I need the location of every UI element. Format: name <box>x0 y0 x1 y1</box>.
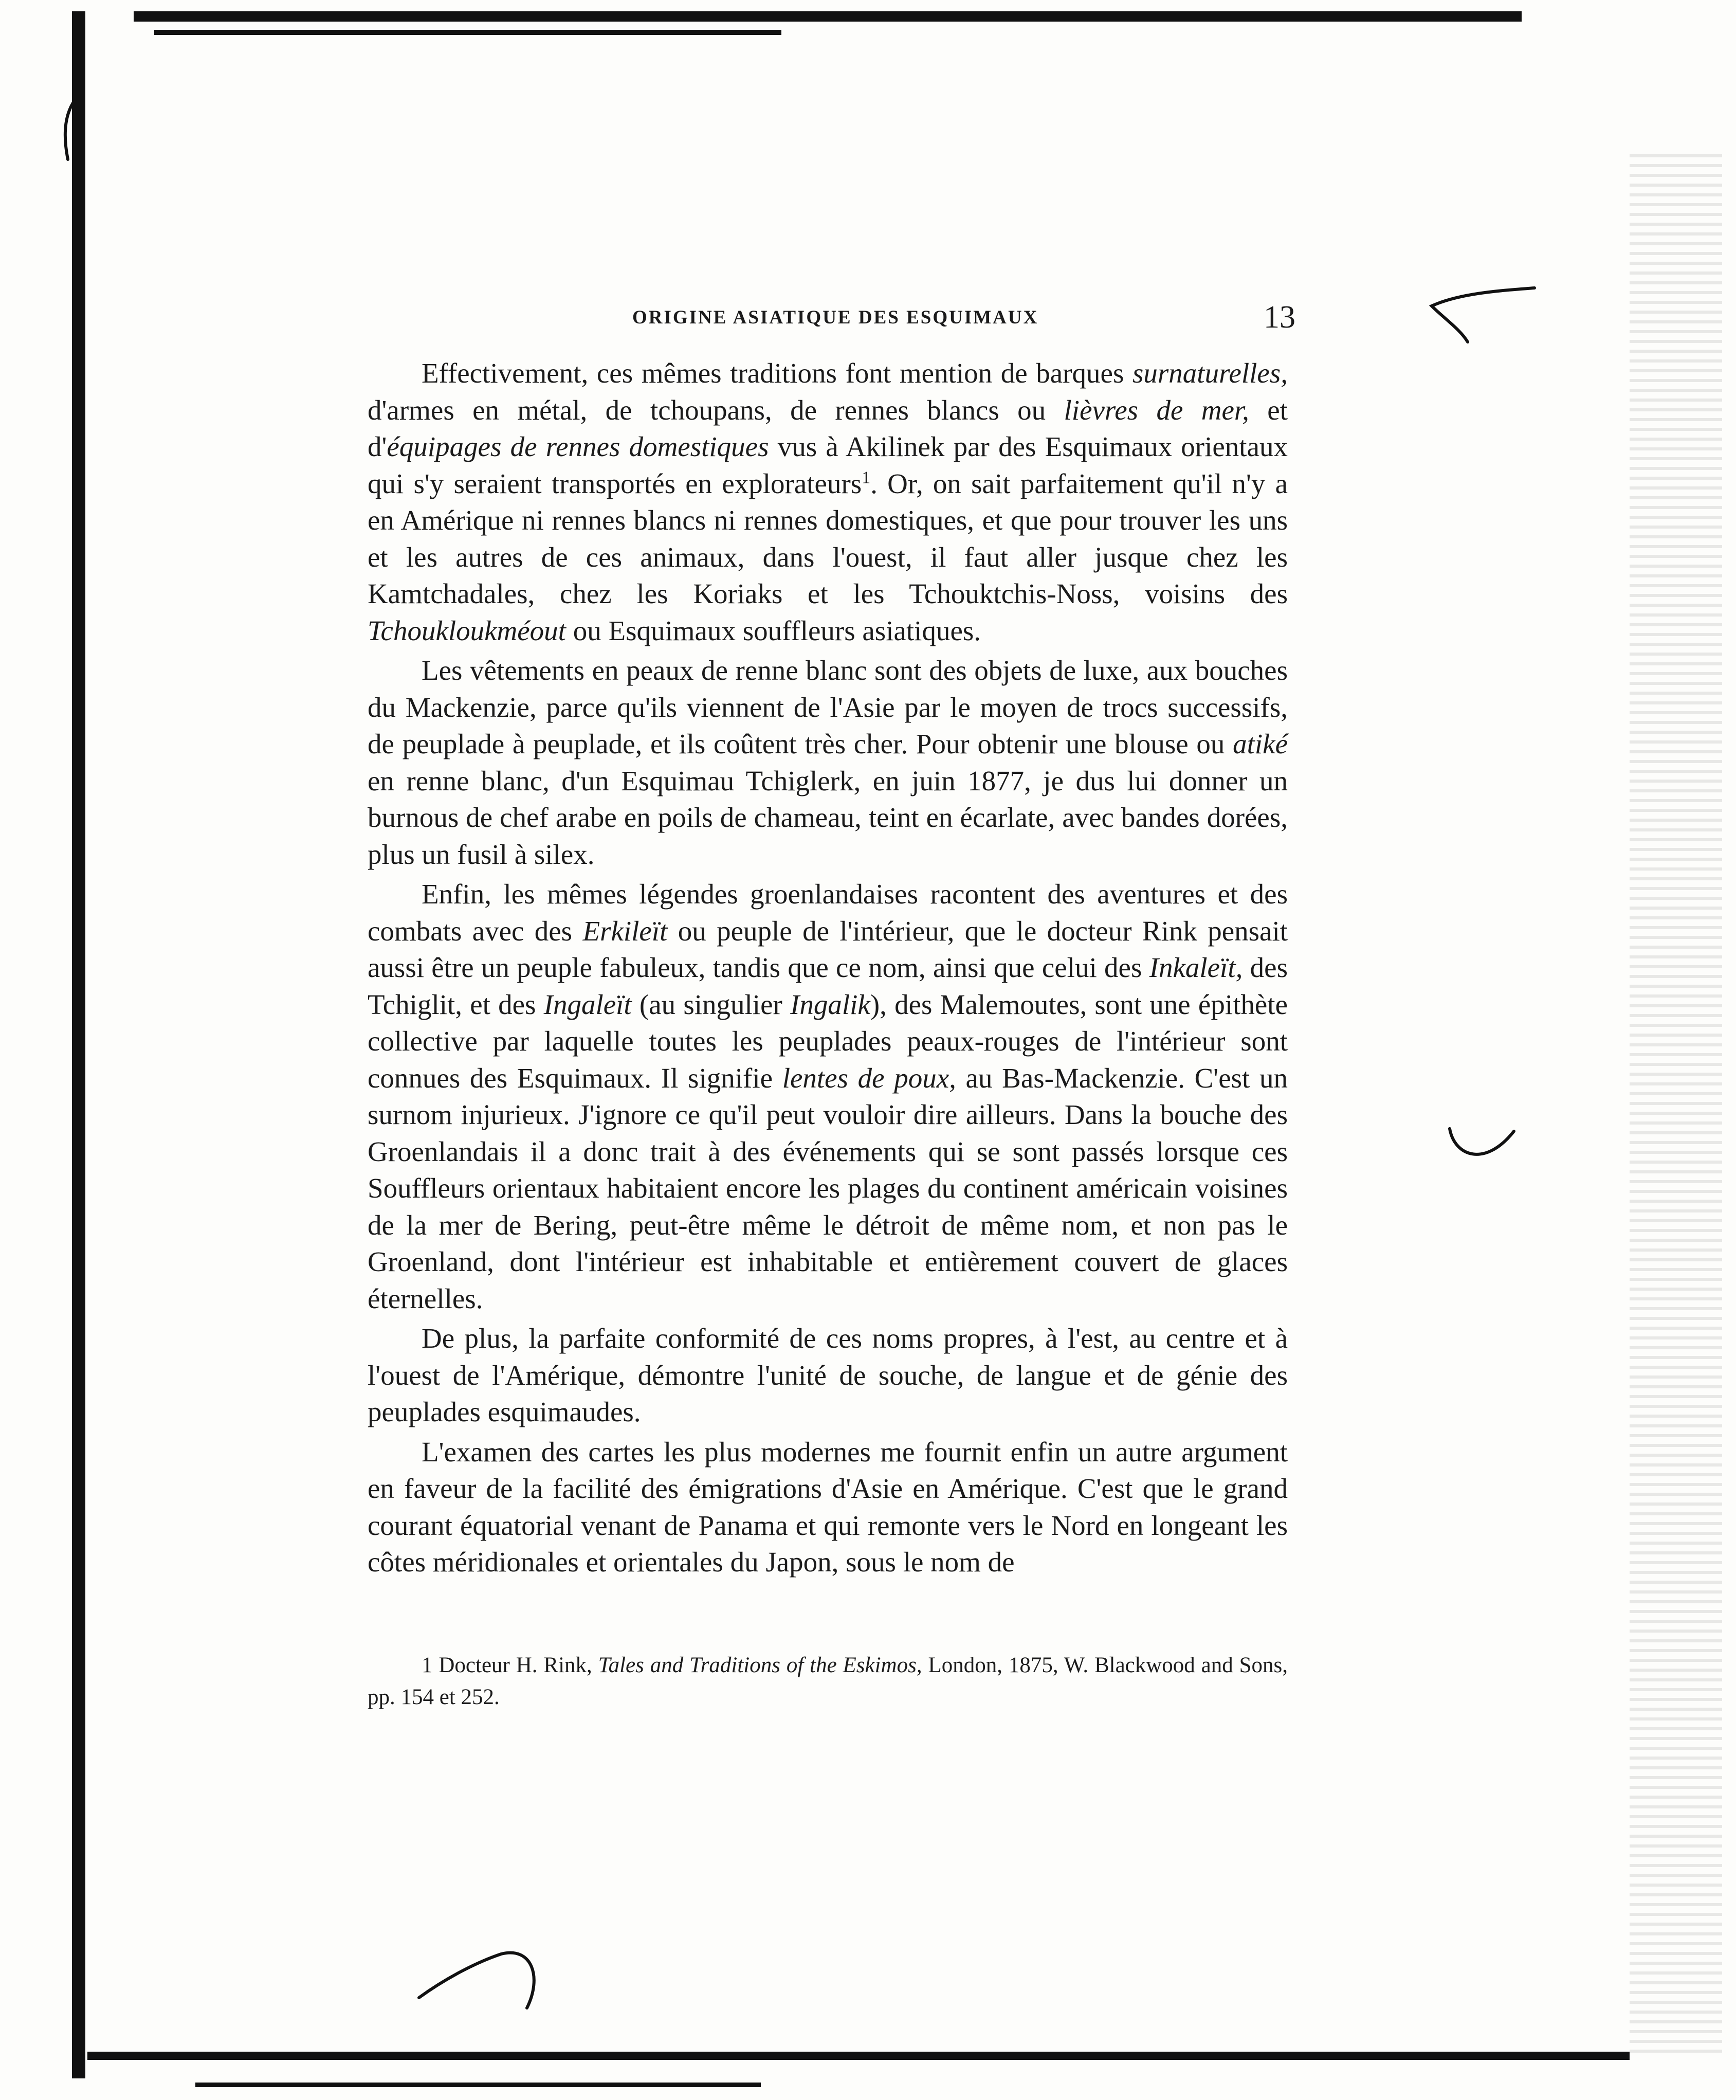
page-number: 13 <box>1264 300 1295 335</box>
page-header <box>632 302 1295 333</box>
text-run: . Or, on sait parfaitement qu'il n'y a en Amérique ni rennes blancs ni rennes domestiques, et que pour trouver les uns et les autres de ces animaux, dans l'ouest, il faut aller jusque chez les Kamtchadales, chez les Koriaks et les Tchouktchis-Noss, voisins des <box>368 467 1288 609</box>
footnote <box>368 1650 1288 1713</box>
italic-text: Inkaleït, <box>1149 952 1243 983</box>
text-run: L'examen des cartes les plus modernes me fournit enfin un autre argument en faveur de la facilité des émigrations d'Asie en Amérique. C'est que le grand courant équatorial venant de Panama et qui remonte vers le Nord en longeant les côtes méridionales et orientales du Japon, sous le nom de <box>368 1436 1288 1578</box>
italic-text: Ingalik <box>790 988 870 1020</box>
scan-noise-right-edge <box>1630 154 1722 2057</box>
text-run: en renne blanc, d'un Esquimau Tchiglerk, en juin 1877, je dus lui donner un burnous de chef arabe en poils de chameau, teint en écarlate, avec bandes dorées, plus un fusil à silex. <box>368 765 1288 870</box>
paragraph <box>368 652 1288 873</box>
scan-border-bottom-inner <box>195 2083 761 2087</box>
text-run: ou peuple de l'intérieur, que le docteur Rink pensait aussi être un peuple fabuleux, tandis que ce nom, ainsi que celui des <box>368 915 1288 983</box>
text-run: London, 1875, W. Blackwood and Sons, pp. 154 et 252. <box>368 1653 1288 1709</box>
text-run: ), des Malemoutes, sont une épithète collective par laquelle toutes les peuplades peaux-rouges de l'intérieur sont connues des Esquimaux. Il signifie <box>368 988 1288 1094</box>
scan-border-bottom <box>87 2052 1630 2060</box>
text-run: des Tchiglit, et des <box>368 952 1288 1020</box>
paragraph <box>368 1320 1288 1431</box>
scan-border-top <box>134 11 1522 22</box>
pen-mark-top-right <box>1424 278 1542 355</box>
text-run: et d' <box>368 394 1288 462</box>
italic-text: Ingaleït <box>543 988 632 1020</box>
scan-border-top-inner <box>154 30 781 35</box>
italic-text: Tchoukloukméout <box>368 614 566 646</box>
running-title: ORIGINE ASIATIQUE DES ESQUIMAUX <box>632 307 1039 328</box>
scan-border-left <box>72 11 85 2078</box>
paragraph <box>368 1434 1288 1581</box>
pen-mark-bottom <box>411 1933 555 2016</box>
italic-text: Tales and Traditions of the Eskimos, <box>598 1653 922 1677</box>
text-run: Les vêtements en peaux de renne blanc sont des objets de luxe, aux bouches du Mackenzie, parce qu'ils viennent de l'Asie par le moyen de trocs successifs, de peuplade à peuplade, et ils coûtent très cher. Pour obtenir une blouse ou <box>368 655 1288 759</box>
text-run: (au singulier <box>631 988 791 1020</box>
italic-text: équipages de rennes domestiques <box>387 431 769 462</box>
text-run: De plus, la parfaite conformité de ces noms propres, à l'est, au centre et à l'ouest de l'Amérique, démontre l'unité de souche, de langue et de génie des peuplades esquimaudes. <box>368 1323 1288 1427</box>
text-run: Effectivement, ces mêmes traditions font mention de barques <box>422 357 1132 389</box>
text-run: d'armes en métal, de tchoupans, de rennes blancs ou <box>368 394 1064 426</box>
text-run: ou Esquimaux souffleurs asiatiques. <box>565 614 981 646</box>
italic-text: Erkileït <box>582 915 668 947</box>
italic-text: lentes de poux, <box>782 1062 956 1094</box>
text-run: vus à Akilinek par des Esquimaux orientaux qui s'y seraient transportés en explorateurs <box>368 431 1288 499</box>
pen-mark-left <box>57 98 77 165</box>
italic-text: surnaturelles, <box>1132 357 1288 389</box>
text-run: 1 Docteur H. Rink, <box>422 1653 598 1677</box>
pen-mark-right <box>1445 1121 1522 1178</box>
text-run: Enfin, les mêmes légendes groenlandaises racontent des aventures et des combats avec des <box>368 878 1288 947</box>
italic-text: atiké <box>1233 728 1288 759</box>
italic-text: lièvres de mer, <box>1064 394 1249 426</box>
text-run: au Bas-Mackenzie. C'est un surnom injurieux. J'ignore ce qu'il peut vouloir dire ailleurs. Dans la bouche des Groenlandais il a donc trait à des événements qui se sont passés lorsque ces Souffleurs orientaux habitaient encore les plages du continent américain voisines de la mer de Bering, peut-être même le détroit de même nom, et non pas le Groenland, dont l'intérieur est inhabitable et entièrement couvert de glaces éternelles. <box>368 1062 1288 1314</box>
footnote-reference: 1 <box>862 468 871 487</box>
paragraph <box>368 876 1288 1317</box>
paragraph <box>368 355 1288 649</box>
body-text <box>368 355 1288 1584</box>
